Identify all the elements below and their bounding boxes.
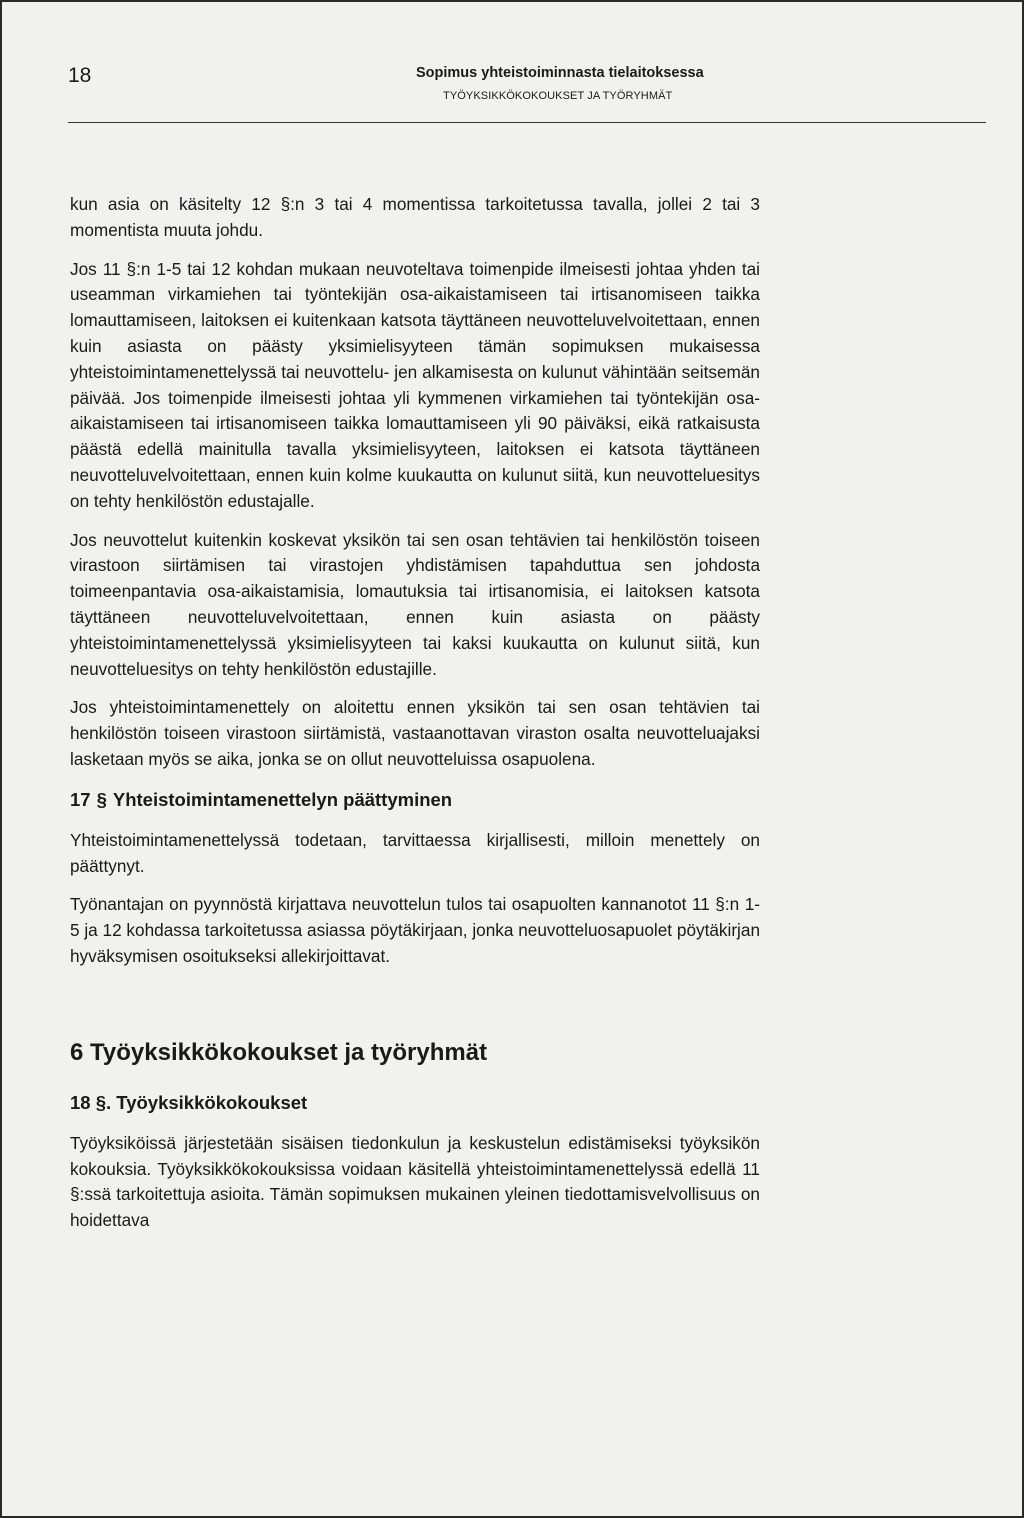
running-header-title: Sopimus yhteistoiminnasta tielaitoksessa [416, 65, 704, 81]
body-text [70, 192, 760, 1247]
section-sign: § [96, 788, 107, 810]
paragraph: kun asia on käsitelty 12 §:n 3 tai 4 momentissa tarkoitetussa tavalla, jollei 2 tai 3 momentista muuta johdu. [70, 194, 760, 240]
chapter-6-heading: 6 Työyksikkökokoukset ja työryhmät [70, 1038, 488, 1066]
paragraph: Työyksiköissä järjestetään sisäisen tiedonkulun ja keskustelun edistämiseksi työyksikön kokouksia. Työyksikkökokouksissa voidaan käsitellä yhteistoimintamenettelyssä edellä 11 §:ssä tarkoitettuja asioita. Tämän sopimuksen mukainen yleinen tiedottamisvelvollisuus on hoidettava [70, 1132, 760, 1231]
section-18-heading: 18 §. Työyksikkökokoukset [70, 1091, 308, 1113]
running-header-subtitle: TYÖYKSIKKÖKOKOUKSET JA TYÖRYHMÄT [443, 90, 673, 102]
paragraph: Jos neuvottelut kuitenkin koskevat yksikön tai sen osan tehtävien tai henkilöstön toiseen virastoon siirtämisen tai virastojen yhdistämisen tapahduttua sen johdosta toimeenpantavia osa-aikaistamisia, lomautuksia tai irtisanomisia, ei laitoksen katsota täyttäneen neuvotteluvelvoitettaan, ennen kuin asiasta on päästy yhteistoimintamenettelyssä yksimielisyyteen tai kaksi kuukautta on kulunut siitä, kun neuvotteluesitys on tehty henkilöstön edustajille. [70, 529, 760, 679]
paragraph: Yhteistoimintamenettelyssä todetaan, tarvittaessa kirjallisesti, milloin menettely on päättynyt. [70, 829, 760, 876]
header-divider [68, 122, 986, 123]
paragraph: Jos 11 §:n 1-5 tai 12 kohdan mukaan neuvoteltava toimenpide ilmeisesti johtaa yhden tai useamman virkamiehen tai työntekijän osa-aikaistamiseen tai irtisanomiseen taikka lomauttamiseen, laitoksen ei kuitenkaan katsota täyttäneen neuvotteluvelvoitettaan, ennen kuin asiasta on päästy yksimielisyyteen tämän sopimuksen mukaisessa yhteistoimintamenettelyssä tai neuvottelu- jen alkamisesta on kulunut vähintään seitsemän päivää. Jos toimenpide ilmeisesti johtaa yli kymmenen virkamiehen tai työntekijän osa-aikaistamiseen tai irtisanomiseen taikka lomauttamiseen yli 90 päiväksi, eikä ratkaisusta päästä edellä mainitulla tavalla yksimielisyyteen, laitoksen ei katsota täyttäneen neuvotteluvelvoitettaan, ennen kuin kolme kuukautta on kulunut siitä, kun neuvotteluesitys on tehty henkilöstön edustajalle. [70, 258, 760, 511]
section-title: Yhteistoimintamenettelyn päättyminen [112, 788, 453, 810]
paragraph: Jos yhteistoimintamenettely on aloitettu ennen yksikön tai sen osan tehtävien tai henkilöstön toiseen virastoon siirtämistä, vastaanottavan viraston osalta neuvotteluajaksi lasketaan myös se aika, jonka se on ollut neuvotteluissa osapuolena. [70, 697, 760, 769]
section-17-heading [70, 787, 760, 812]
section-number: 17 [70, 788, 91, 810]
page-number: 18 [68, 64, 92, 87]
paragraph: Työnantajan on pyynnöstä kirjattava neuvottelun tulos tai osapuolten kannanotot 11 §:n 1-5 ja 12 kohdassa tarkoitetussa asiassa pöytäkirjaan, jonka neuvotteluosapuolet pöytäkirjan hyväksymisen osoitukseksi allekirjoittavat. [70, 894, 760, 966]
